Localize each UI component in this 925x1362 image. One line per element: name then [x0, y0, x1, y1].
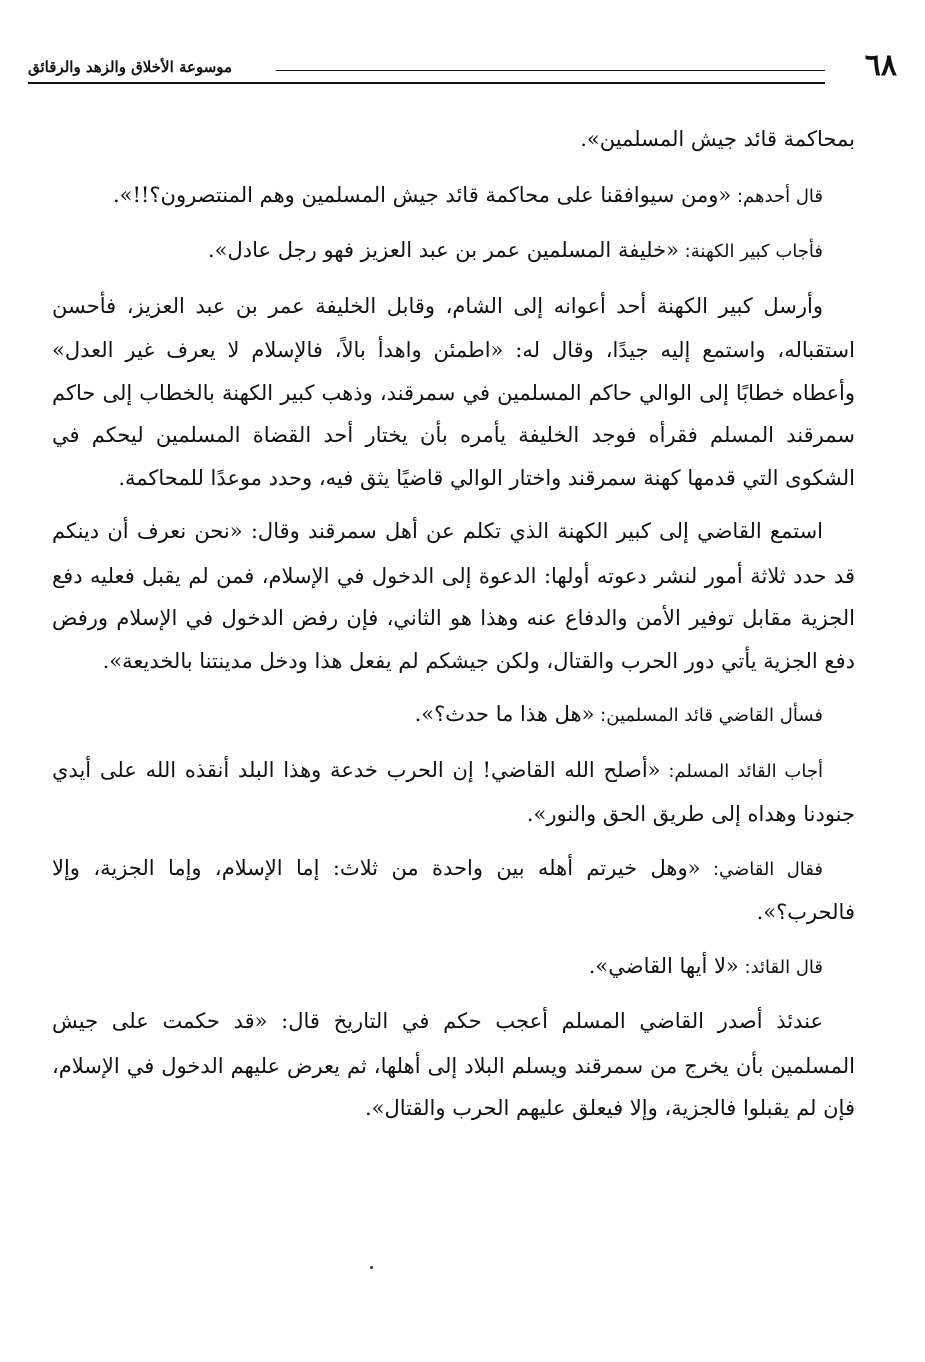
page-body: [52, 118, 855, 1141]
paragraph-text: بمحاكمة قائد جيش المسلمين».: [580, 127, 855, 151]
speaker-label: فأجاب كبير الكهنة:: [678, 241, 823, 262]
paragraph-text: «أصلح الله القاضي! إن الحرب خدعة وهذا البلد أنقذه الله على أيدي جنودنا وهداه إلى طريق الحق والنور».: [52, 757, 855, 826]
header-rule: [28, 82, 825, 84]
paragraph-text: «هل هذا ما حدث؟».: [414, 702, 595, 726]
paragraph: [52, 229, 855, 274]
page-number: ٦٨: [864, 48, 897, 83]
paragraph: [52, 174, 855, 219]
speaker-label: فقال القاضي:: [700, 858, 823, 880]
paragraph: [52, 118, 855, 163]
paragraph-text: وأرسل كبير الكهنة أحد أعوانه إلى الشام، وقابل الخليفة عمر بن عبد العزيز، فأحسن استقباله، واستمع إليه جيدًا، وقال له: «اطمئن واهدأ بالاً، فالإسلام لا يعرف غير العدل» وأعطاه خطابًا إلى الوالي حاكم المسلمين في سمرقند، وذهب كبير الكهنة بالخطاب إلى حاكم سمرقند المسلم فقرأه فوجد الخليفة يأمره بأن يختار أحد القضاة المسلمين ليحكم في الشكوى التي قدمها كهنة سمرقند واختار الوالي قاضيًا يثق فيه، وحدد موعدًا للمحاكمة.: [52, 293, 855, 490]
paragraph: [52, 510, 855, 682]
paragraph: [52, 1000, 855, 1130]
paragraph: [52, 285, 855, 500]
paragraph: [52, 847, 855, 934]
paragraph-text: عندئذ أصدر القاضي المسلم أعجب حكم في التاريخ قال: «قد حكمت على جيش المسلمين بأن يخرج من سمرقند ويسلم البلاد إلى أهلها، ثم يعرض عليهم الدخول في الإسلام، فإن لم يقبلوا فالجزية، وإلا فيعلق عليهم الحرب والقتال».: [52, 1009, 855, 1120]
book-title: موسوعة الأخلاق والزهد والرقائق: [28, 58, 233, 76]
speaker-label: أجاب القائد المسلم:: [660, 760, 823, 782]
header-rule-short: [276, 70, 825, 71]
paragraph: [52, 693, 855, 738]
paragraph-text: «وهل خيرتم أهله بين واحدة من ثلاث: إما الإسلام، وإما الجزية، وإلا فالحرب؟».: [52, 855, 855, 924]
paragraph-text: «خليفة المسلمين عمر بن عبد العزيز فهو رجل عادل».: [208, 238, 679, 262]
paragraph-text: «لا أيها القاضي».: [588, 953, 739, 978]
speaker-label: قال أحدهم:: [731, 185, 823, 207]
ink-dot: [370, 1266, 373, 1269]
paragraph: [52, 749, 855, 836]
paragraph: [52, 945, 855, 990]
paragraph-text: «ومن سيوافقنا على محاكمة قائد جيش المسلمين وهم المنتصرون؟!!».: [112, 182, 732, 207]
page-header: [28, 48, 897, 88]
speaker-label: قال القائد:: [738, 956, 823, 978]
paragraph-text: استمع القاضي إلى كبير الكهنة الذي تكلم عن أهل سمرقند وقال: «نحن نعرف أن دينكم قد حدد ثلاثة أمور لنشر دعوته أولها: الدعوة إلى الدخول في الإسلام، فمن لم يقبل فعليه دفع الجزية مقابل توفير الأمن والدفاع عنه وهذا هو الثاني، فإن رفض الدخول في الإسلام ورفض دفع الجزية يأتي دور الحرب والقتال، ولكن جيشكم لم يفعل هذا ودخل مدينتنا بالخديعة».: [52, 519, 855, 673]
speaker-label: فسأل القاضي قائد المسلمين:: [594, 705, 823, 726]
